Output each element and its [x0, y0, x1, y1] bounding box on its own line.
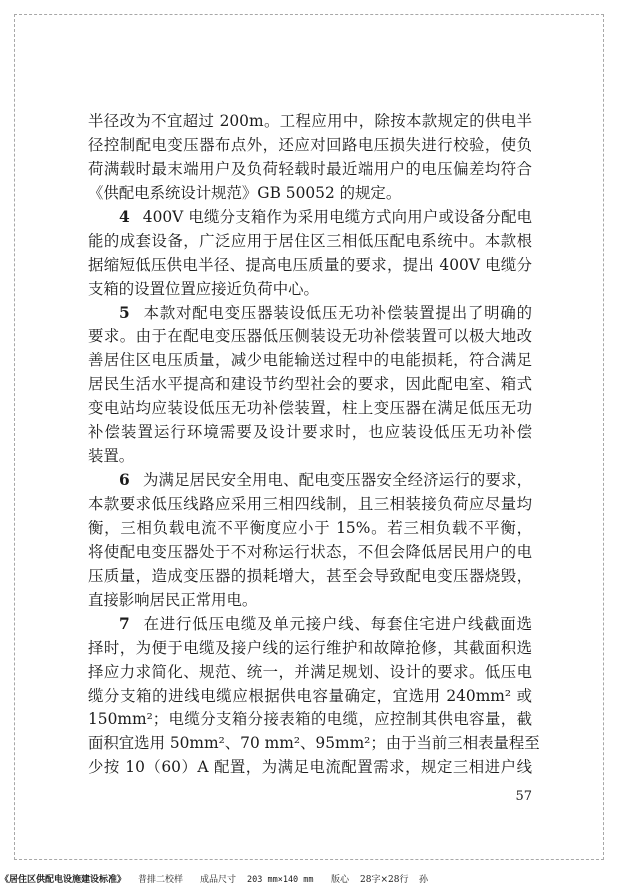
text-body	[88, 110, 540, 780]
text-line: 支箱的设置位置应接近负荷中心。	[88, 279, 319, 298]
text-line: 面积宜选用 50mm²、70 mm²、95mm²；由于当前三相表量程至	[88, 734, 540, 753]
page-number: 57	[515, 789, 532, 804]
text-line: 少按 10（60）A 配置，为满足电流配置需求，规定三相进户线	[88, 758, 532, 777]
text-line: 要求。由于在配电变压器低压侧装设无功补偿装置可以极大地改	[88, 327, 532, 346]
text-line: 择应力求简化、规范、统一，并满足规划、设计的要求。低压电	[88, 662, 532, 681]
clause-number: 5	[119, 303, 130, 322]
text-line: 变电站均应装设低压无功补偿装置，柱上变压器在满足低压无功	[88, 399, 532, 418]
text-line: 衡，三相负载电流不平衡度应小于 15%。若三相负载不平衡，	[88, 518, 532, 537]
clause-4-paragraph	[88, 206, 532, 302]
clause-number: 7	[119, 614, 130, 633]
text-line	[88, 613, 532, 637]
continued-paragraph	[88, 110, 532, 206]
text-line	[88, 206, 532, 230]
footer-core-label: 版心	[331, 875, 350, 885]
line-text: 本款对配电变压器装设低压无功补偿装置提出了明确的	[142, 303, 532, 322]
text-line: 缆分支箱的进线电缆应根据供电容量确定，宜选用 240mm² 或	[88, 686, 532, 705]
text-line: 居民生活水平提高和建设节约型社会的要求，因此配电室、箱式	[88, 375, 532, 394]
text-line: 补偿装置运行环境需要及设计要求时，也应装设低压无功补偿	[88, 423, 532, 442]
text-line: 直接影响居民正常用电。	[88, 590, 258, 609]
clause-number: 4	[119, 207, 130, 226]
footer-size-value: 203 mm×140 mm	[247, 875, 314, 885]
line-text: 为满足居民安全用电、配电变压器安全经济运行的要求，	[142, 471, 532, 490]
text-line: 能的成套设备，广泛应用于居住区三相低压配电系统中。本款根	[88, 231, 532, 250]
footer-core-value: 28字×28行	[360, 875, 409, 885]
footer-size-label: 成品尺寸	[200, 875, 237, 885]
clause-7-paragraph	[88, 613, 540, 781]
text-line	[88, 469, 532, 493]
text-line: 择时，为便于电缆及接户线的运行维护和故障抢修，其截面积选	[88, 638, 532, 657]
text-line: 《供配电系统设计规范》GB 50052 的规定。	[88, 183, 402, 202]
text-line: 装置。	[88, 447, 135, 466]
text-line: 据缩短低压供电半径、提高电压质量的要求，提出 400V 电缆分	[88, 255, 532, 274]
clause-5-paragraph	[88, 302, 532, 470]
footer-book-title: 《居住区供配电设施建设标准》	[0, 875, 127, 885]
clause-6-paragraph	[88, 469, 532, 613]
line-text: 400V 电缆分支箱作为采用电缆方式向用户或设备分配电	[142, 207, 532, 226]
text-line: 本款要求低压线路应采用三相四线制，且三相装接负荷应尽量均	[88, 495, 532, 513]
line-text: 在进行低压电缆及单元接户线、每套住宅进户线截面选	[142, 614, 532, 633]
text-line: 150mm²；电缆分支箱分接表箱的电缆，应控制其供电容量，截	[88, 710, 532, 729]
text-line: 径控制配电变压器布点外，还应对回路电压损失进行校验，使负	[88, 135, 532, 154]
text-line: 荷满载时最末端用户及负荷轻载时最近端用户的电压偏差均符合	[88, 159, 532, 178]
text-line: 压质量，造成变压器的损耗增大，甚至会导致配电变压器烧毁，	[88, 566, 532, 585]
text-line: 善居住区电压质量，减少电能输送过程中的电能损耗，符合满足	[88, 351, 532, 370]
text-line: 将使配电变压器处于不对称运行状态，不但会降低居民用户的电	[88, 542, 532, 561]
text-line: 半径改为不宜超过 200m。工程应用中，除按本款规定的供电半	[88, 112, 532, 130]
print-footer	[0, 874, 620, 886]
footer-proof-stage: 普排二校样	[138, 875, 184, 885]
footer-initial: 孙	[419, 875, 429, 885]
text-line	[88, 302, 532, 326]
clause-number: 6	[119, 471, 130, 490]
